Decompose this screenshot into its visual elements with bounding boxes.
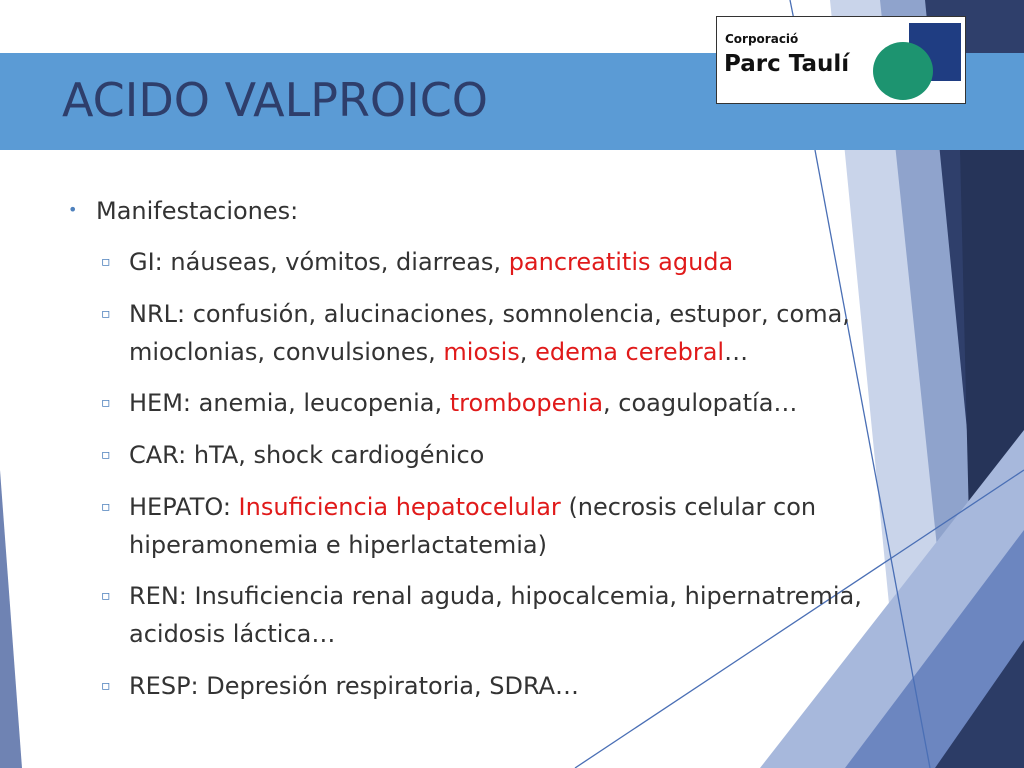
highlight-text: trombopenia [449, 389, 604, 417]
square-bullet-icon: ▫ [101, 588, 111, 604]
item-text: REN: Insuficiencia renal aguda, hipocalcemia, hipernatremia, acidosis láctica… [129, 582, 862, 648]
square-bullet-icon: ▫ [101, 306, 111, 322]
item-text: … [724, 338, 749, 366]
list-item-ren [101, 577, 919, 653]
highlight-text: Insuficiencia hepatocelular [238, 493, 561, 521]
square-bullet-icon: ▫ [101, 395, 111, 411]
list-item-nrl [101, 295, 919, 371]
item-text: (necrosis celular con hiperamonemia e hiperlactatemia) [129, 493, 817, 559]
item-text: HEPATO: [129, 493, 239, 521]
square-bullet-icon: ▫ [101, 499, 111, 515]
item-text: GI: náuseas, vómitos, diarreas, [129, 248, 509, 276]
bullet-icon: • [68, 200, 78, 219]
logo-line1: Corporació [725, 32, 799, 46]
list-item-gi [101, 243, 919, 281]
level1-heading: Manifestaciones: [96, 197, 299, 225]
slide-title: ACIDO VALPROICO [62, 73, 489, 127]
item-text: NRL: confusión, alucinaciones, somnolencia, estupor, coma, mioclonias, convulsiones, [129, 300, 850, 366]
square-bullet-icon: ▫ [101, 678, 111, 694]
item-text: RESP: Depresión respiratoria, SDRA… [129, 672, 580, 700]
list-item-hem [101, 384, 919, 422]
highlight-text: pancreatitis aguda [508, 248, 734, 276]
logo-line2: Parc Taulí [724, 51, 850, 77]
highlight-text: miosis [443, 338, 520, 366]
square-bullet-icon: ▫ [101, 254, 111, 270]
item-text: CAR: hTA, shock cardiogénico [129, 441, 485, 469]
list-item-hepato [101, 488, 919, 564]
square-bullet-icon: ▫ [101, 447, 111, 463]
item-text: , [519, 338, 536, 366]
highlight-text: edema cerebral [535, 338, 725, 366]
list-item-car [101, 436, 919, 474]
item-text: , coagulopatía… [603, 389, 798, 417]
item-text: HEM: anemia, leucopenia, [129, 389, 450, 417]
list-item-resp [101, 667, 919, 705]
